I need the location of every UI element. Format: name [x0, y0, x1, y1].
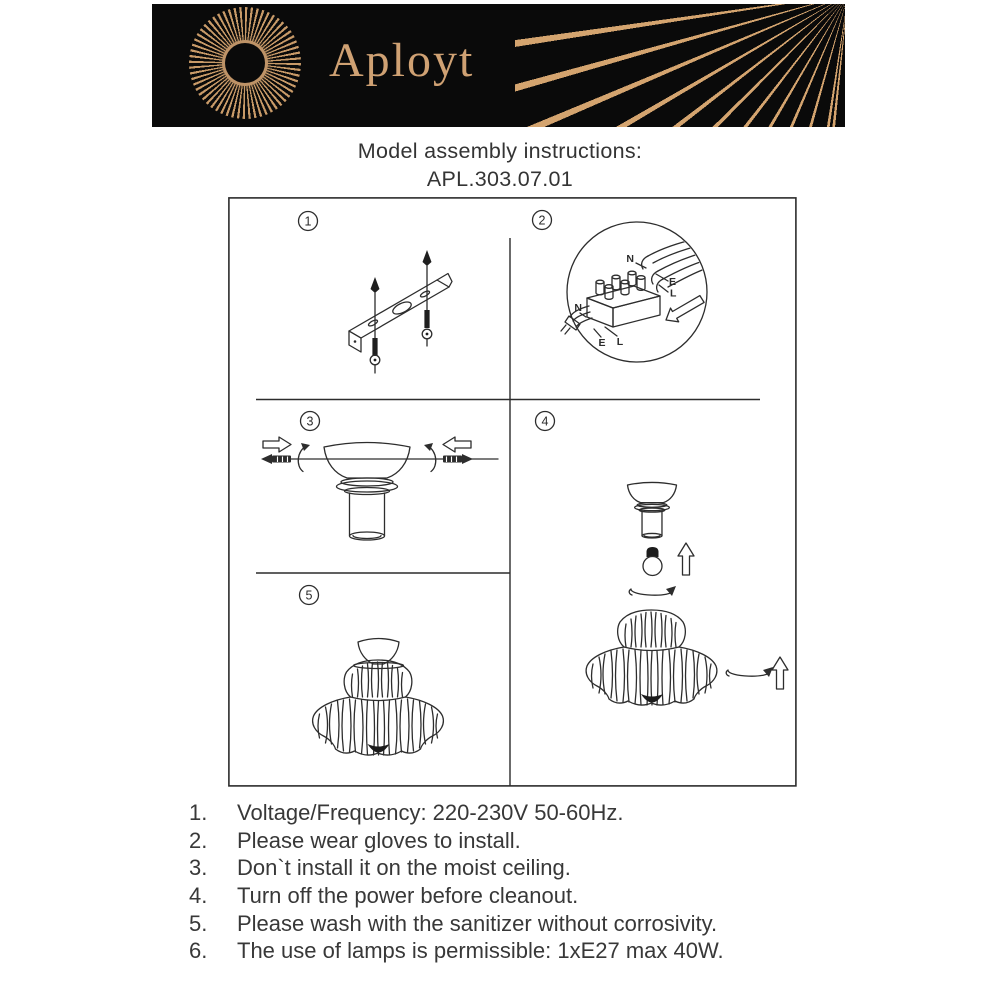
- svg-text:2: 2: [538, 213, 546, 228]
- svg-text:1: 1: [304, 214, 312, 229]
- wire-label-l-top: L: [670, 287, 677, 300]
- instruction-number: 4.: [189, 882, 208, 908]
- diagram-panel-2-wiring: [561, 222, 730, 362]
- svg-text:4: 4: [541, 414, 549, 429]
- assembly-diagram: [228, 197, 797, 787]
- instruction-number: 2.: [189, 827, 208, 853]
- instruction-item-2: [189, 827, 849, 855]
- title-block: [0, 137, 1000, 193]
- corner-rays-decoration: [515, 4, 845, 127]
- instruction-item-5: [189, 910, 849, 938]
- wire-label-n-top: N: [626, 253, 634, 265]
- diagram-panel-1-bracket: [349, 250, 452, 373]
- assembly-diagram-svg: [228, 197, 797, 787]
- instruction-item-6: [189, 937, 849, 965]
- instruction-text: Turn off the power before cleanout.: [237, 882, 579, 908]
- wire-labels: [574, 253, 677, 349]
- instruction-text: Please wash with the sanitizer without corrosivity.: [237, 910, 718, 936]
- brand-header-banner: [152, 4, 845, 127]
- diagram-border: [229, 198, 796, 786]
- diagram-panel-5-assembled: [313, 639, 444, 756]
- page-title: Model assembly instructions:: [357, 139, 643, 163]
- svg-text:5: 5: [305, 588, 313, 603]
- sunburst-logo-core: [222, 40, 268, 86]
- diagram-panel-3-canopy: [261, 437, 498, 540]
- wire-label-e-bottom: E: [598, 337, 606, 349]
- instruction-number: 3.: [189, 855, 208, 881]
- wire-label-n-bottom: N: [574, 302, 582, 314]
- wire-label-e-top: E: [669, 276, 677, 288]
- instruction-number: 5.: [189, 910, 208, 936]
- svg-text:3: 3: [306, 414, 314, 429]
- instruction-item-3: [189, 854, 849, 882]
- instruction-number: 1.: [189, 799, 208, 825]
- model-code: APL.303.07.01: [426, 167, 574, 191]
- instruction-text: Please wear gloves to install.: [237, 827, 521, 853]
- sunburst-logo-icon: [189, 7, 301, 119]
- instruction-number: 6.: [189, 938, 208, 964]
- instructions-list: [189, 799, 849, 965]
- instruction-text: Voltage/Frequency: 220-230V 50-60Hz.: [237, 799, 624, 825]
- instruction-text: Don`t install it on the moist ceiling.: [237, 855, 571, 881]
- instruction-item-1: [189, 799, 849, 827]
- wire-label-l-bottom: L: [616, 336, 624, 348]
- instruction-item-4: [189, 882, 849, 910]
- brand-wordmark: Aployt: [329, 34, 475, 87]
- diagram-panel-4-exploded: [586, 482, 788, 705]
- instruction-text: The use of lamps is permissible: 1xE27 max 40W.: [237, 938, 724, 964]
